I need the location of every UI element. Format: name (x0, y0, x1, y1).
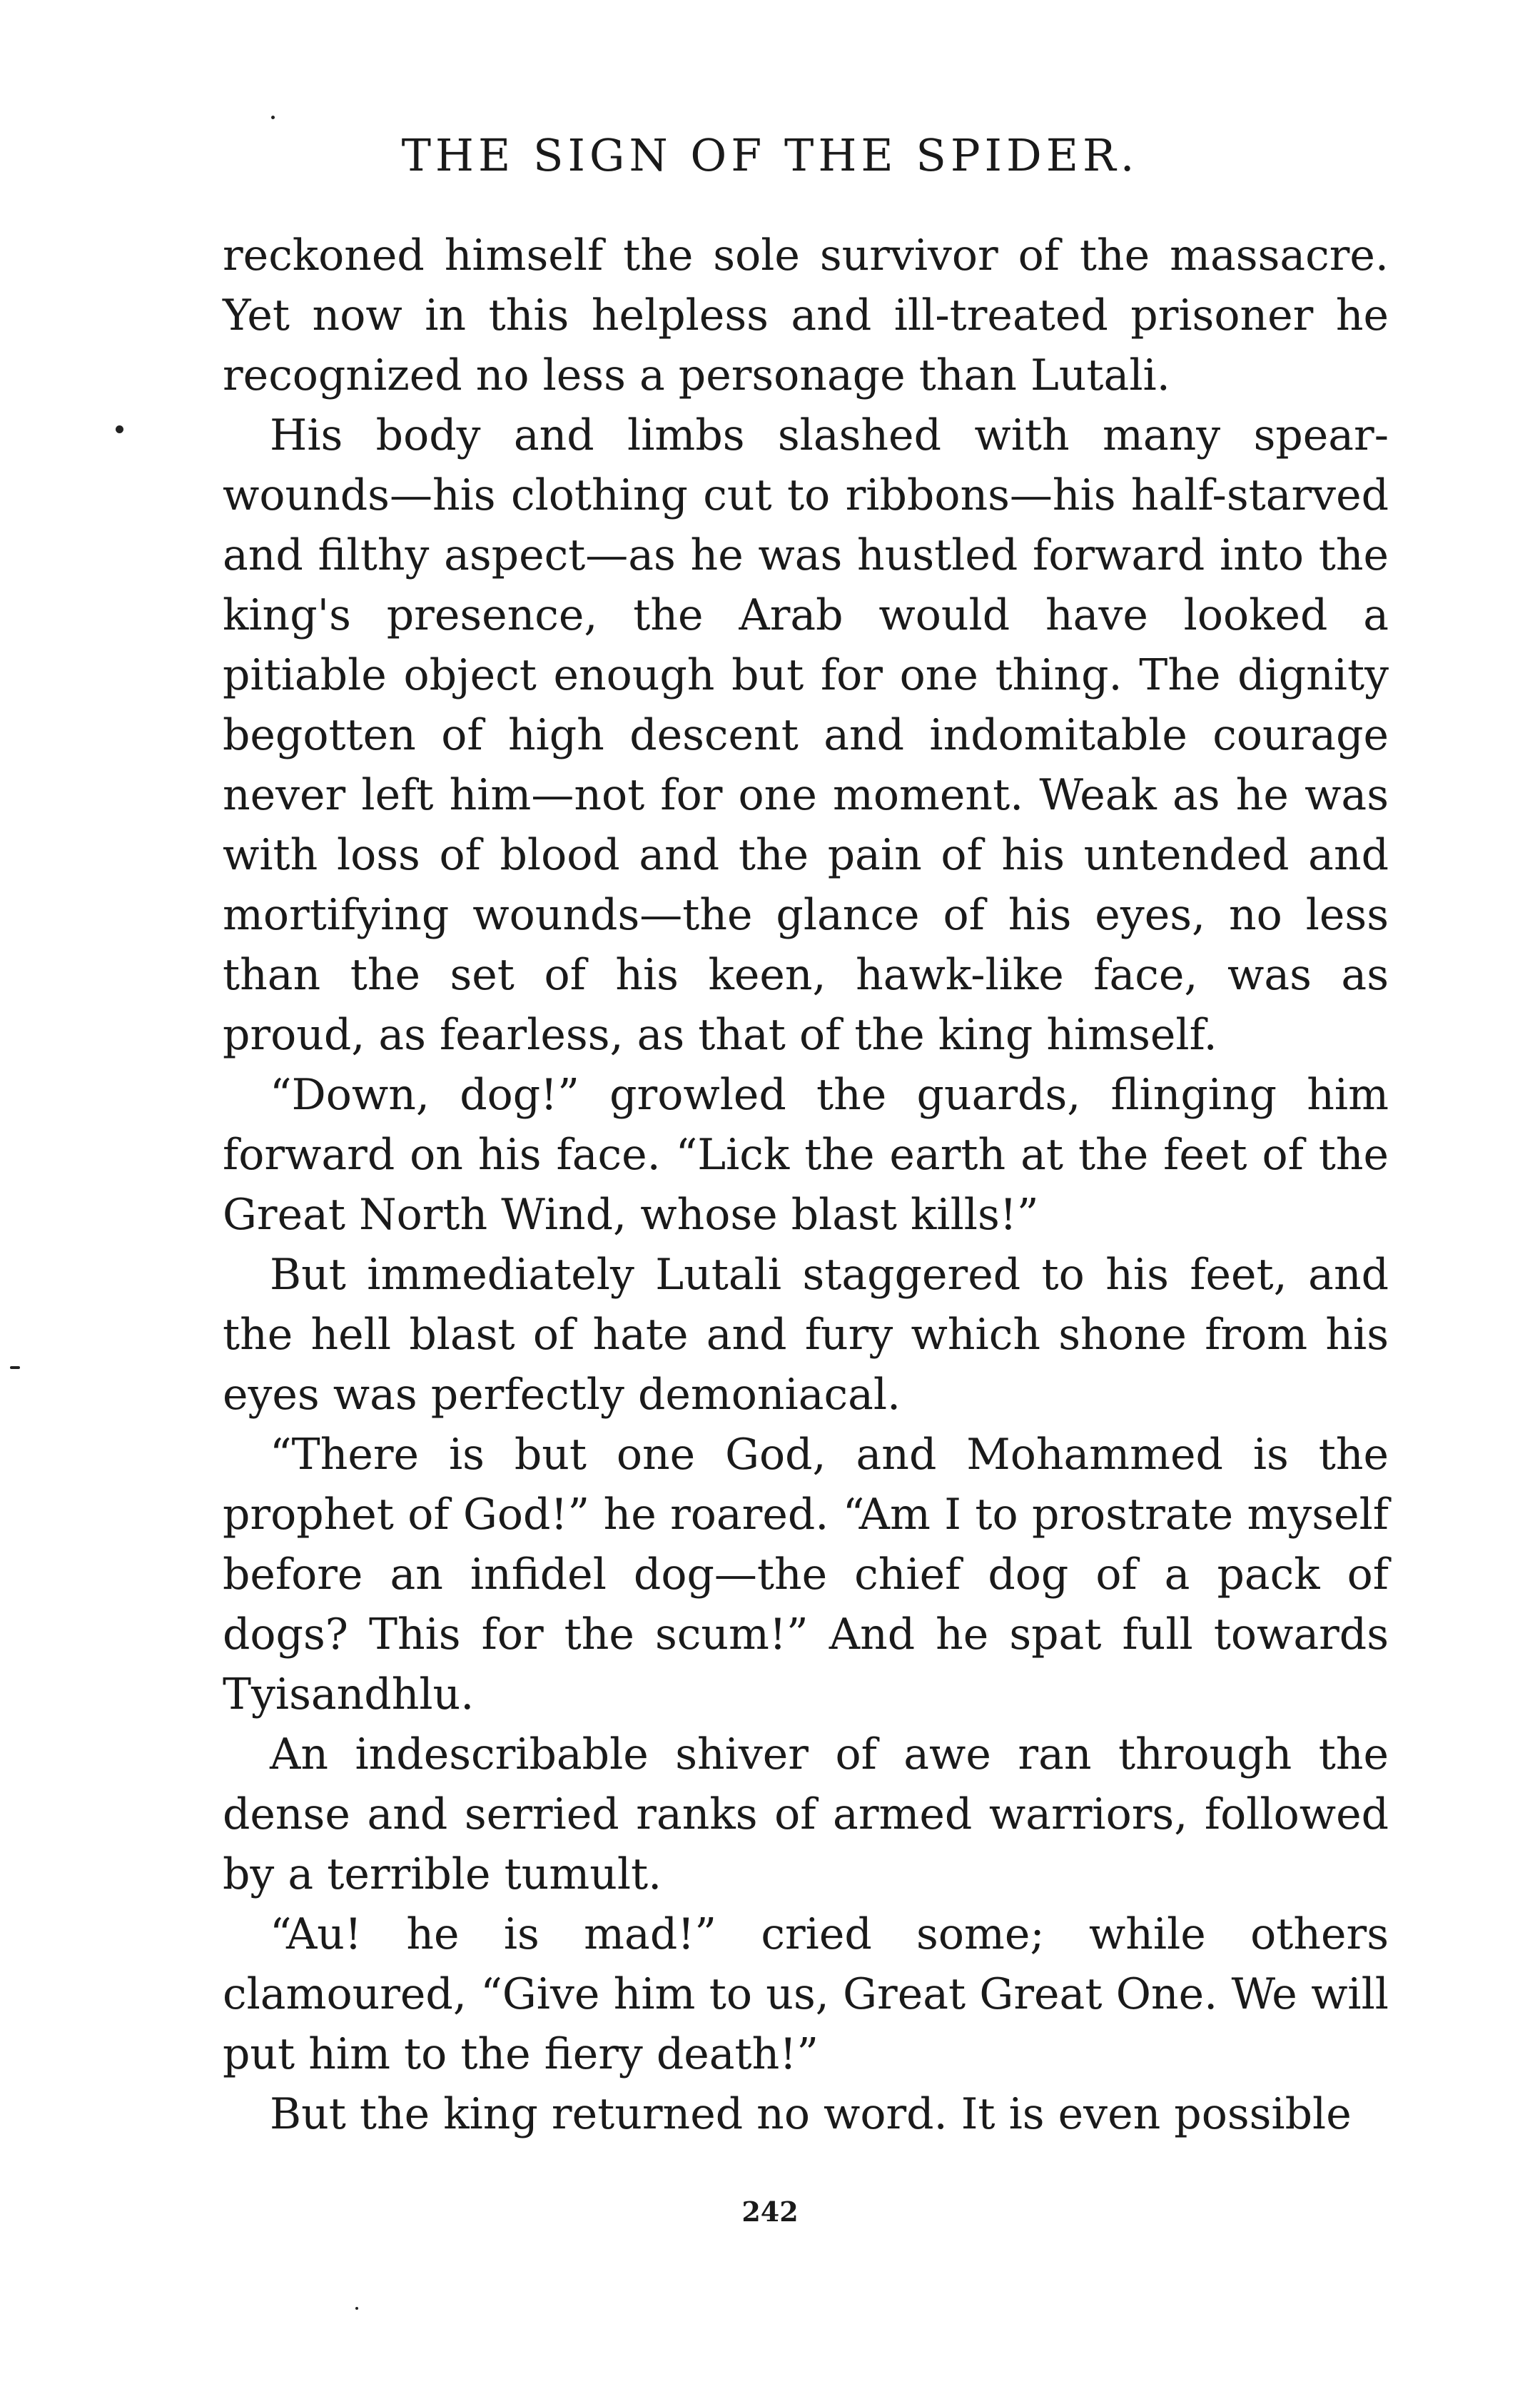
paragraph: An indescribable shiver of awe ran through the dense and serried ranks of armed warriors, followed by a terrible tumult. (223, 1729, 1389, 1899)
paragraph: But immediately Lutali staggered to his feet, and the hell blast of hate and fury which shone from his eyes was perfectly demoniacal. (223, 1250, 1389, 1420)
paragraph: But the king returned no word. It is even possible (270, 2089, 1352, 2139)
body-text (223, 226, 1389, 2144)
paragraph: “Au! he is mad!” cried some; while others clamoured, “Give him to us, Great Great One. We will put him to the fiery death!” (223, 1909, 1389, 2079)
paragraph: “Down, dog!” growled the guards, flinging him forward on his face. “Lick the earth at the feet of the Great North Wind, whose blast kills!” (223, 1070, 1389, 1240)
ink-speck (10, 1366, 20, 1369)
running-head: THE SIGN OF THE SPIDER. (401, 129, 1139, 181)
ink-speck (271, 116, 275, 119)
ink-speck (116, 425, 123, 433)
page-number: 242 (741, 2196, 799, 2228)
paragraph-continued: reckoned himself the sole survivor of the massacre. Yet now in this helpless and ill-treated prisoner he recognized no less a personage than Lutali. (223, 231, 1389, 400)
paragraph: “There is but one God, and Mohammed is the prophet of God!” he roared. “Am I to prostrate myself before an infidel dog—the chief dog of a pack of dogs? This for the scum!” And he spat full towards Tyisandhlu. (223, 1430, 1389, 1719)
paragraph: His body and limbs slashed with many spear-wounds—his clothing cut to ribbons—his half-starved and filthy aspect—as he was hustled forward into the king's presence, the Arab would have looked a pitiable object enough but for one thing. The dignity begotten of high descent and indomitable courage never left him—not for one moment. Weak as he was with loss of blood and the pain of his untended and mortifying wounds—the glance of his eyes, no less than the set of his keen, hawk-like face, was as proud, as fearless, as that of the king himself. (223, 410, 1389, 1060)
ink-speck (355, 2307, 358, 2310)
